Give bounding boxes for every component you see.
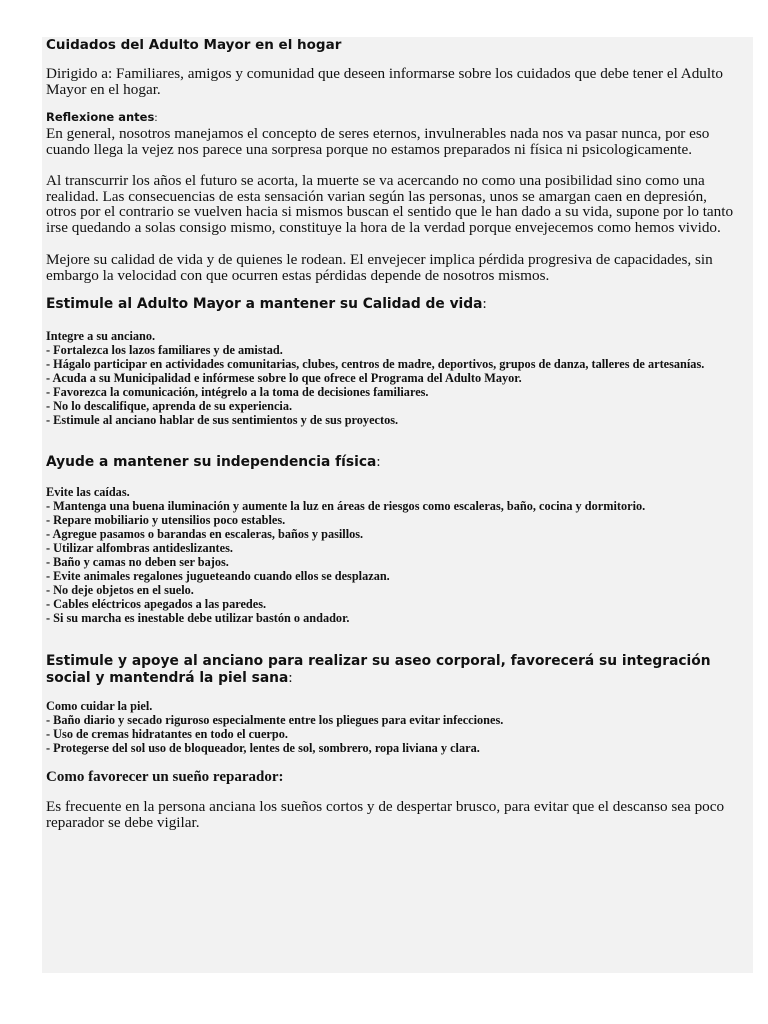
list-item: - Baño y camas no deben ser bajos. [46, 555, 229, 569]
list-item: - Protegerse del sol uso de bloqueador, lentes de sol, sombrero, ropa liviana y clara. [46, 741, 480, 755]
list-item: - Uso de cremas hidratantes en todo el cuerpo. [46, 727, 288, 741]
list-item: - Repare mobiliario y utensilios poco estables. [46, 513, 286, 527]
list-item: - Mantenga una buena iluminación y aumente la luz en áreas de riesgos como escaleras, baño, cocina y dormitorio. [46, 499, 646, 513]
list-item: - Agregue pasamos o barandas en escaleras, baños y pasillos. [46, 527, 364, 541]
intro-paragraph: Dirigido a: Familiares, amigos y comunidad que deseen informarse sobre los cuidados que debe tener el Adulto Mayor en el hogar. [46, 65, 723, 98]
document-title: Cuidados del Adulto Mayor en el hogar [46, 37, 342, 53]
list-item: - Evite animales regalones jugueteando cuando ellos se desplazan. [46, 569, 390, 583]
list-item: Evite las caídas. [46, 485, 130, 499]
list-item: - Fortalezca los lazos familiares y de amistad. [46, 343, 283, 357]
list-item: Como cuidar la piel. [46, 699, 153, 713]
list-item: - Cables eléctricos apegados a las paredes. [46, 597, 267, 611]
reflexione-paragraph-2: Al transcurrir los años el futuro se acorta, la muerte se va acercando no como una posibilidad sino como una realidad. Las consecuencias de esta sensación varian según las personas, unos se amargan caen en depresión, otros por el contrario se vuelven hacia si mismos buscan el sentido que le han dado a su vida, supone por lo tanto irse quedando a solas consigo mismo, constituye la hora de la verdad porque envejecemos como hemos vivido. [46, 172, 734, 236]
reflexione-paragraph-1: En general, nosotros manejamos el concepto de seres eternos, invulnerables nada nos va pasar nunca, por eso cuando llega la vejez nos parece una sorpresa porque no estamos preparados ni física ni psicologicamente. [46, 125, 710, 158]
list-item: - Acuda a su Municipalidad e infórmese sobre lo que ofrece el Programa del Adulto Mayor. [46, 371, 522, 385]
reflexione-paragraph-3: Mejore su calidad de vida y de quienes le rodean. El envejecer implica pérdida progresiva de capacidades, sin embargo la velocidad con que ocurren estas pérdidas depende de nosotros mismos. [46, 251, 713, 284]
section4-heading: Como favorecer un sueño reparador: [46, 769, 284, 785]
reflexione-heading: Reflexione antes: [46, 110, 158, 124]
list-item: - Utilizar alfombras antideslizantes. [46, 541, 233, 555]
section4-paragraph: Es frecuente en la persona anciana los sueños cortos y de despertar brusco, para evitar que el descanso sea poco reparador se debe vigilar. [46, 798, 725, 831]
list-item: - Si su marcha es inestable debe utilizar bastón o andador. [46, 611, 350, 625]
document-page [42, 37, 753, 973]
list-item: - Hágalo participar en actividades comunitarias, clubes, centros de madre, deportivos, grupos de danza, talleres de artesanías. [46, 357, 705, 371]
list-item: - Favorezca la comunicación, intégrelo a la toma de decisiones familiares. [46, 385, 429, 399]
section3-heading: Estimule y apoye al anciano para realizar su aseo corporal, favorecerá su integración social y mantendrá la piel sana: [46, 653, 711, 686]
section2-heading: Ayude a mantener su independencia física: [46, 454, 381, 470]
list-item: Integre a su anciano. [46, 329, 156, 343]
section2-list [46, 485, 736, 625]
list-item: - No lo descalifique, aprenda de su experiencia. [46, 399, 293, 413]
section3-list [46, 699, 736, 755]
section1-heading: Estimule al Adulto Mayor a mantener su Calidad de vida: [46, 296, 487, 312]
section1-list [46, 329, 736, 427]
list-item: - Estimule al anciano hablar de sus sentimientos y de sus proyectos. [46, 413, 399, 427]
list-item: - Baño diario y secado riguroso especialmente entre los pliegues para evitar infecciones. [46, 713, 504, 727]
list-item: - No deje objetos en el suelo. [46, 583, 194, 597]
